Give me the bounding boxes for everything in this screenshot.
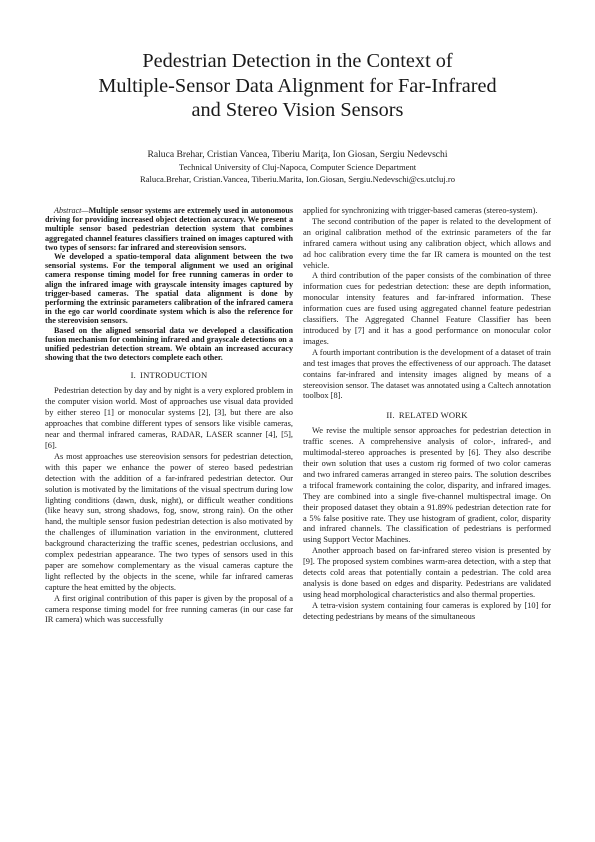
body-paragraph: A first original contribution of this paper is given by the proposal of a camera response timing model for free running cameras (in our case far IR camera) which was successfully (45, 593, 293, 625)
author-emails: Raluca.Brehar, Cristian.Vancea, Tiberiu.Marita, Ion.Giosan, Sergiu.Nedevschi@cs.utcluj.ro (139, 174, 456, 184)
section-number: II. (386, 410, 395, 421)
body-paragraph: As most approaches use stereovision sensors for pedestrian detection, with this paper we enhance the power of stereo based pedestrian detection with the addition of a far-infrared pedestrian detector. Our solution is motivated by the limitations of the visual spectrum during low lighting conditions (dawn, dusk, night), or difficult weather conditions (like heavy sun, strong shadows, fog, snow, strong rain). On the other hand, the multiple sensor fusion pedestrian detection is also motivated by the challenges of illumination variation in the environment, cluttered background characterizing the traffic scenes, pedestrian occlusions, and complex pedestrian appearance. The two types of sensors used in this paper are somehow complementary as the visual cameras capture the light reflected by the objects in the scene, while far infrared cameras capture the heat emitted by the objects. (45, 451, 293, 592)
body-paragraph: Another approach based on far-infrared stereo vision is presented by [9]. The proposed system combines warm-area detection, with a step that detects cold areas that potentially contain a pedestrian. The cold area analysis is done based on edges and disparity. Pedestrians are validated using head morphological characteristics and also thermal properties. (303, 546, 551, 599)
abstract (45, 206, 293, 362)
section-title: INTRODUCTION (140, 370, 208, 381)
body-paragraph: A tetra-vision system containing four cameras is explored by [10] for detecting pedestrians by means of the simultaneous (303, 600, 551, 621)
title-line: and Stereo Vision Sensors (191, 99, 404, 121)
abstract-label: Abstract— (54, 206, 89, 215)
section-title: RELATED WORK (398, 410, 468, 421)
body-paragraph: A third contribution of the paper consists of the combination of three information cues for pedestrian detection: these are depth information, monocular intensity features and far-infrared information. These information cues are fused using aggregated channel feature pedestrian classifiers. The Aggregated Channel Feature Classifier has been introduced by [7] and it has a good performance on monocular color images. (303, 271, 551, 346)
right-column (303, 206, 551, 623)
body-paragraph: Pedestrian detection by day and by night is a very explored problem in the computer vision world. Most of approaches use visual data provided by either stereo [1] or monocular systems [2], [3], but there are also approaches that combine different types of sensors like visible cameras, near and thermal infrared cameras, RADAR, LASER scanner [4], [5], [6]. (45, 386, 293, 450)
abstract-paragraph: We developed a spatio-temporal data alignment between the two sensorial systems. For the temporal alignment we used an original camera response timing model for free running cameras in order to align the infrared image with grayscale intensity images captured by trigger-based cameras. The spatial data alignment is done by performing the extrinsic parameters calibration of the infrared camera in the ego car world coordinate system which is also the reference for the stereovision sensors. (45, 252, 293, 326)
abstract-paragraph: Based on the aligned sensorial data we developed a classification fusion mechanism for combining infrared and grayscale detections on a unified pedestrian detection stream. We obtain an increased accuracy showing that the two detectors complete each other. (45, 325, 293, 363)
body-paragraph: The second contribution of the paper is related to the development of an original calibration method of the extrinsic parameters of the far infrared camera without using any calibration object, which allows and ad hoc calibration every time the far IR camera is mounted on the test vehicle. (303, 216, 551, 270)
body-paragraph-continuation: applied for synchronizing with trigger-based cameras (stereo-system). (303, 206, 538, 215)
body-paragraph: A fourth important contribution is the development of a dataset of train and test images that proves the effectiveness of our approach. The dataset contains far-infrared and intensity images aligned by means of a stereovision sensor. The dataset was annotated using a Caltech annotation toolbox [8]. (303, 347, 551, 401)
section-heading-related-work (303, 410, 551, 421)
left-column (45, 206, 293, 626)
title-line: Multiple-Sensor Data Alignment for Far-Infrared (98, 74, 497, 97)
abstract-paragraph (45, 206, 293, 252)
abstract-text: Multiple sensor systems are extremely used in autonomous driving for providing increased object detection accuracy. We present a multiple sensor based pedestrian detection system that combines aggregated channel features classifiers trained on images captured with two types of sensors: far infrared and stereovision sensors. (45, 206, 293, 252)
body-paragraph: We revise the multiple sensor approaches for pedestrian detection in traffic scenes. A comprehensive analysis of color-, infrared-, and multimodal-stereo approaches is presented by [6]. They also describe their own solution that uses a custom rig formed of two color cameras and two infrared cameras arranged in stereo pairs. The solution describes a trifocal framework containing the color, disparity, and infrared images. They are combined into a single five-channel multispectral image. On their proposed dataset they obtain a 91.89% pedestrian detection rate for a 5% false positive rate. They use histogram of gradient, color, disparity and infrared channels. The classification of pedestrians is performed using Support Vector Machines. (303, 426, 551, 545)
affiliation: Technical University of Cluj-Napoca, Computer Science Department (178, 162, 417, 172)
author-list: Raluca Brehar, Cristian Vancea, Tiberiu Mariţa, Ion Giosan, Sergiu Nedevschi (147, 149, 448, 160)
section-number: I. (130, 370, 137, 381)
section-heading-introduction (45, 370, 293, 381)
paper-title (30, 49, 565, 123)
title-line: Pedestrian Detection in the Context of (142, 50, 453, 72)
